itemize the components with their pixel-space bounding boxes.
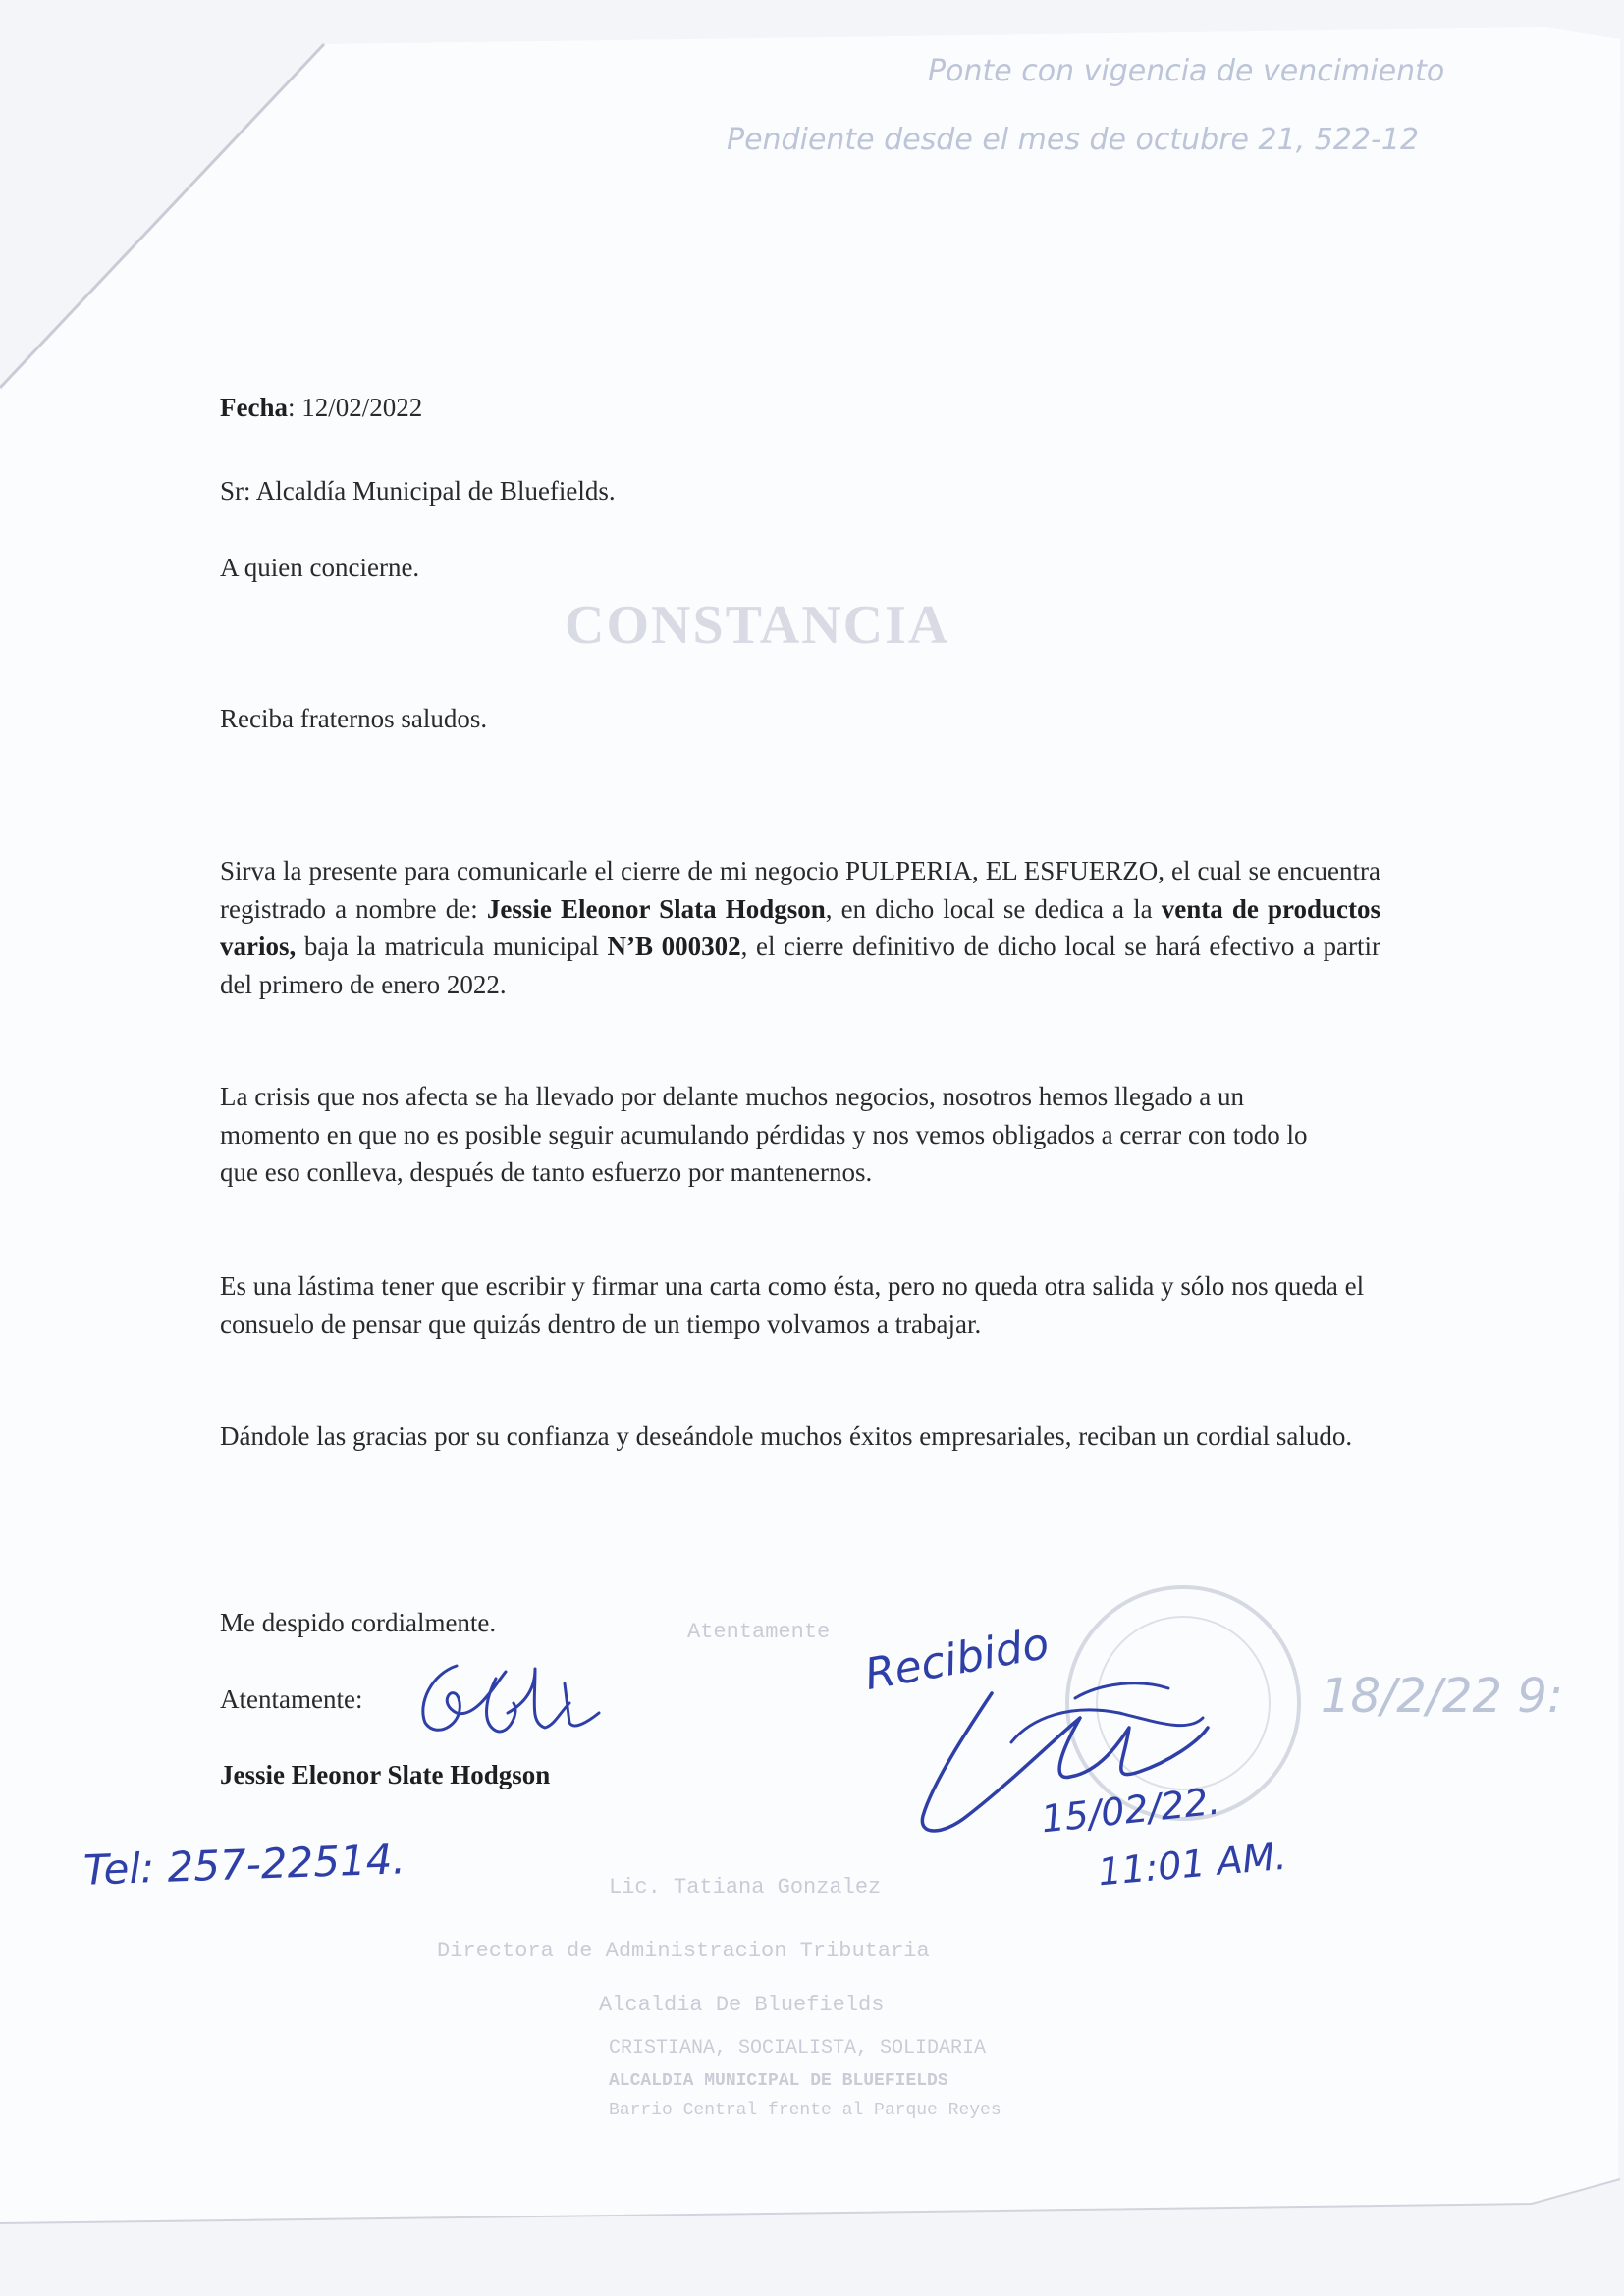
- bleed-motto: CRISTIANA, SOCIALISTA, SOLIDARIA: [609, 2037, 987, 2059]
- bleed-municipality: Alcaldia De Bluefields: [599, 1993, 885, 2017]
- bleed-address: Barrio Central frente al Parque Reyes: [609, 2101, 1001, 2120]
- bleed-handwriting-1: Ponte con vigencia de vencimiento: [928, 54, 1445, 88]
- greeting: Reciba fraternos saludos.: [220, 704, 488, 733]
- bleed-office: ALCALDIA MUNICIPAL DE BLUEFIELDS: [609, 2071, 948, 2091]
- p1-text-1: Sirva la presente para comunicarle el cierre de mi negocio PULPERIA, EL ESFUERZO, el cual se encuentra registrado a nombre de:: [220, 856, 1380, 924]
- paragraph-closure-notice: [220, 852, 1380, 1003]
- bleed-handwriting-2: Pendiente desde el mes de octubre 21, 522-12: [727, 123, 1420, 157]
- date-label: Fecha: [220, 393, 288, 422]
- p1-text-2: , en dicho local se dedica a la: [825, 893, 1162, 924]
- received-date: 15/02/22.: [1039, 1779, 1222, 1842]
- business-activity: venta de productos varios,: [220, 893, 1381, 961]
- signer-name: [220, 1756, 550, 1793]
- p1-text-3: baja la matricula municipal: [296, 932, 608, 961]
- bleed-handwriting-3: 18/2/22 9:: [1321, 1669, 1564, 1724]
- received-time: 11:01 AM.: [1096, 1834, 1289, 1895]
- date-value: : 12/02/2022: [287, 393, 423, 422]
- paragraph-crisis: La crisis que nos afecta se ha llevado por delante muchos negocios, nosotros hemos llegado a un momento en que no es posible seguir acumulando pérdidas y nos vemos obligados a cerrar con todo lo que eso conlleva, después de tanto esfuerzo por mantenernos.: [220, 1082, 1308, 1187]
- paragraph-thanks: Dándole las gracias por su confianza y deseándole muchos éxitos empresariales, reciban un cordial saludo.: [220, 1421, 1353, 1451]
- phone-note: Tel: 257-22514.: [82, 1835, 406, 1895]
- registration-number: N’B 000302: [607, 932, 741, 961]
- paragraph-regret: Es una lástima tener que escribir y firmar una carta como ésta, pero no queda otra salida y sólo nos queda el consuelo de pensar que quizás dentro de un tiempo volvamos a trabajar.: [220, 1271, 1365, 1339]
- closing: Me despido cordialmente.: [220, 1608, 497, 1637]
- signoff: Atentamente:: [220, 1684, 363, 1714]
- bleed-attentively: Atentamente: [687, 1620, 831, 1644]
- recipient: Sr: Alcaldía Municipal de Bluefields.: [220, 476, 616, 506]
- owner-name: Jessie Eleonor Slata Hodgson: [486, 893, 826, 924]
- p1-text-4: , el cierre definitivo de dicho local se hará efectivo a partir del primero de enero 2022.: [220, 932, 1380, 999]
- received-note: Recibido: [861, 1618, 1054, 1701]
- date-line: [220, 389, 422, 426]
- salutation: A quien concierne.: [220, 553, 420, 582]
- bleed-name: Lic. Tatiana Gonzalez: [609, 1875, 882, 1899]
- bleed-position: Directora de Administracion Tributaria: [437, 1939, 930, 1963]
- bleed-title: CONSTANCIA: [565, 595, 950, 656]
- sender-signature: [398, 1644, 623, 1747]
- signer-name-text: Jessie Eleonor Slate Hodgson: [220, 1760, 551, 1789]
